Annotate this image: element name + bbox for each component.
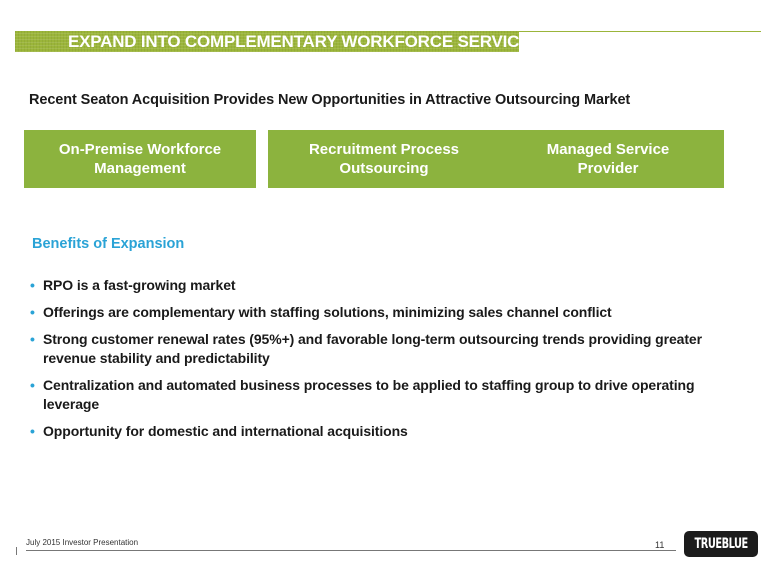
benefits-list	[30, 276, 730, 449]
offering-label: Recruitment Process Outsourcing	[308, 141, 460, 177]
benefit-item	[30, 303, 730, 322]
offering-box-on-premise	[24, 130, 256, 188]
slide-title: EXPAND INTO COMPLEMENTARY WORKFORCE SERVICES	[68, 32, 542, 51]
header-rule	[519, 31, 761, 32]
bullet-icon: •	[30, 423, 35, 439]
bullet-icon: •	[30, 377, 35, 393]
benefit-text: Opportunity for domestic and international acquisitions	[43, 423, 408, 439]
offering-box-rpo	[268, 130, 500, 188]
page-number: 11	[655, 540, 665, 550]
bullet-icon: •	[30, 331, 35, 347]
logo-wordmark: TRUEBLUE	[694, 536, 748, 552]
benefit-item	[30, 276, 730, 295]
benefit-text: Strong customer renewal rates (95%+) and favorable long-term outsourcing trends providing greater revenue stability and predictability	[43, 331, 702, 366]
footer-label: July 2015 Investor Presentation	[26, 538, 139, 547]
bullet-icon: •	[30, 304, 35, 320]
benefit-item	[30, 376, 730, 414]
footer-tick-mark	[16, 547, 17, 555]
benefit-text: Centralization and automated business processes to be applied to staffing group to drive operating leverage	[43, 377, 695, 412]
trueblue-logo	[684, 531, 758, 557]
benefit-item	[30, 422, 730, 441]
offering-label: Managed Service Provider	[546, 141, 670, 177]
benefits-heading: Benefits of Expansion	[32, 236, 185, 252]
slide-subtitle: Recent Seaton Acquisition Provides New Opportunities in Attractive Outsourcing Market	[29, 92, 631, 108]
benefit-item	[30, 330, 730, 368]
footer-rule	[26, 550, 676, 551]
offering-box-msp	[492, 130, 724, 188]
offering-label: On-Premise Workforce Management	[58, 141, 222, 177]
benefit-text: RPO is a fast-growing market	[43, 277, 236, 293]
benefit-text: Offerings are complementary with staffing solutions, minimizing sales channel conflict	[43, 304, 612, 320]
bullet-icon: •	[30, 277, 35, 293]
